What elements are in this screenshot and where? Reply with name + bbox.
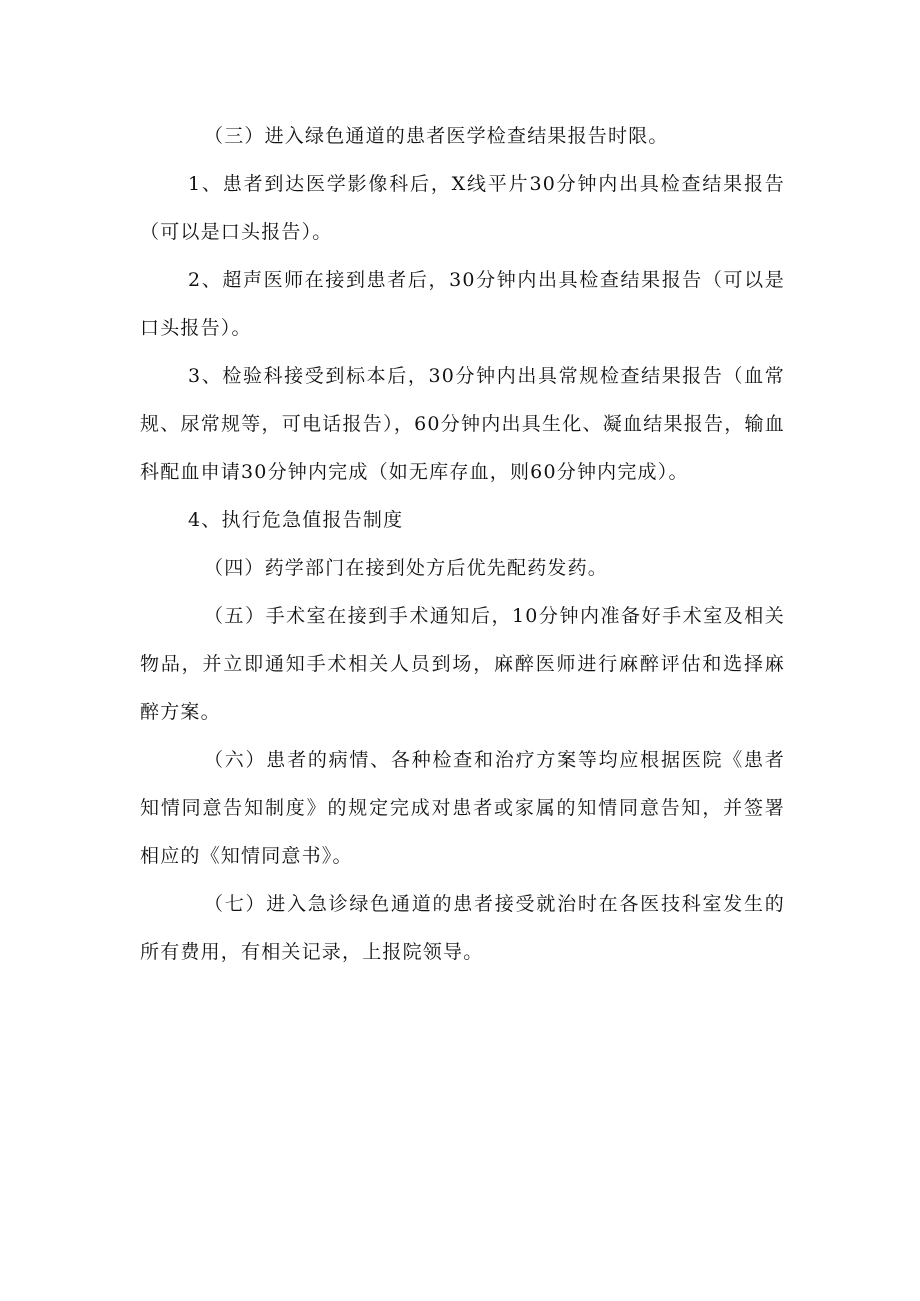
section-5-operating-room: （五）手术室在接到手术通知后，10分钟内准备好手术室及相关物品，并立即通知手术相关人员到场，麻醉医师进行麻醉评估和选择麻醉方案。 — [140, 605, 785, 723]
document-body — [140, 112, 785, 976]
item-4-critical-value: 4、执行危急值报告制度 — [188, 509, 404, 531]
section-4-pharmacy: （四）药学部门在接到处方后优先配药发药。 — [204, 557, 609, 579]
item-1-xray-report: 1、患者到达医学影像科后，X线平片30分钟内出具检查结果报告（可以是口头报告）。 — [140, 173, 785, 243]
section-7-fees: （七）进入急诊绿色通道的患者接受就治时在各医技科室发生的所有费用，有相关记录，上报院领导。 — [140, 893, 785, 963]
section-3-heading: （三）进入绿色通道的患者医学检查结果报告时限。 — [204, 125, 669, 147]
item-2-ultrasound-report: 2、超声医师在接到患者后，30分钟内出具检查结果报告（可以是口头报告）。 — [140, 269, 785, 339]
item-3-lab-report: 3、检验科接受到标本后，30分钟内出具常规检查结果报告（血常规、尿常规等，可电话报告），60分钟内出具生化、凝血结果报告，输血科配血申请30分钟内完成（如无库存血，则60分钟内完成）。 — [140, 365, 785, 483]
section-6-informed-consent: （六）患者的病情、各种检查和治疗方案等均应根据医院《患者知情同意告知制度》的规定完成对患者或家属的知情同意告知，并签署相应的《知情同意书》。 — [140, 749, 785, 867]
